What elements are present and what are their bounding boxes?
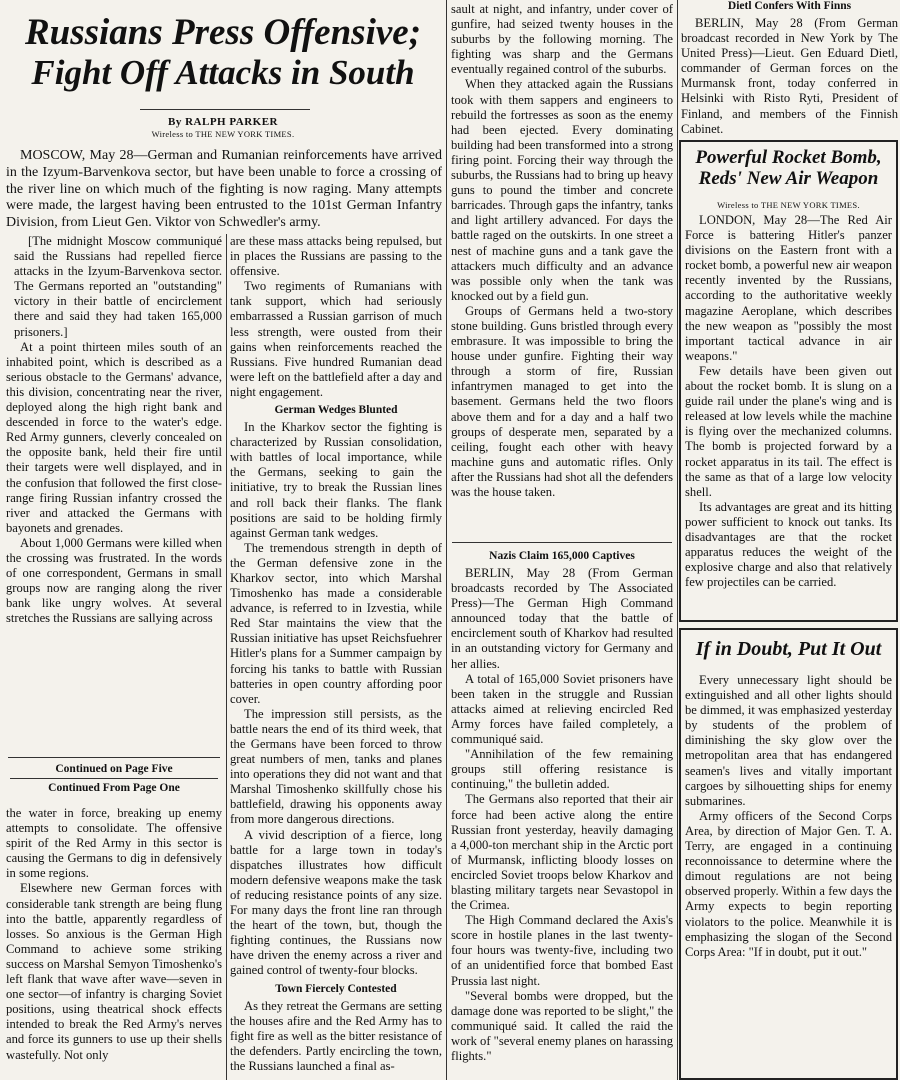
col2-paragraph: As they retreat the Germans are setting the houses afire and the Red Army has to fight fire as well as the bitter resistance of the defenders. Partly encircling the town, the Russians launched a final as- bbox=[230, 998, 442, 1073]
headline-rule bbox=[140, 109, 310, 110]
rocket-credit: Wireless to THE NEW YORK TIMES. bbox=[717, 200, 860, 210]
column-divider-3 bbox=[677, 0, 678, 1080]
nazis-paragraph: A total of 165,000 Soviet prisoners have been taken in the struggle and Russian attacks aimed at relieving encircled Red Army forces have failed completely, a communiqué said. bbox=[451, 671, 673, 747]
col3-paragraph: sault at night, and infantry, under cover of gunfire, had seized twenty houses in the suburbs by the following morning. The fighting was sharp and the Germans eventually regained control of the suburbs. bbox=[451, 2, 673, 77]
col3-paragraph: Groups of Germans held a two-story stone building. Guns bristled through every embrasure. It was impossible to bring the house under gunfire. Fighting their way through a storm of fire, Russian infantrymen managed to get into the basement. Germans held the two floors above them and for a day and a half two groups of desperate men, separated by a ceiling, fought each other with heavy machine guns and automatic rifles. Only after the Russians had shot all the defenders was the house taken. bbox=[451, 303, 673, 499]
dietl-paragraph: BERLIN, May 28 (From German broadcast recorded in New York by The United Press)—Lieut. Gen Eduard Dietl, commander of German forces on the Murmansk front, today conferred in Helsinki with Risto Ryti, President of Finland, and members of the Finnish Cabinet. bbox=[681, 16, 898, 136]
col2-paragraph: Two regiments of Rumanians with tank support, which had seriously embarrassed a Russian garrison of much less strength, were ousted from their gains when reinforcements reached the Russians. Five hundred Rumanian dead were left on the battlefield after a day and night engagement. bbox=[230, 279, 442, 399]
main-headline-line-2: Fight Off Attacks in South bbox=[31, 53, 415, 92]
byline: By RALPH PARKER bbox=[168, 116, 278, 128]
col2-paragraph: are these mass attacks being repulsed, but in places the Russians are passing to the offensive. bbox=[230, 234, 442, 279]
col1-paragraph: About 1,000 Germans were killed when the crossing was frustrated. In the words of one correspondent, Germans in small groups now are ranging along the river bank like ungry wolves. At several stretches the Russians are sallying across bbox=[6, 535, 222, 626]
doubt-paragraph: Every unnecessary light should be extinguished and all other lights should be dimmed, it was emphasized yesterday by students of the problem of diminishing the sky glow over the metropolitan area that has endangered seamen's lives and vitally important cargoes by silhouetting ships for enemy submarines. bbox=[685, 673, 892, 808]
continued-on-link[interactable]: Continued on Page Five bbox=[55, 763, 173, 775]
col3-section-rule bbox=[452, 542, 672, 543]
col2-paragraph: The tremendous strength in depth of the German defensive zone in the Kharkov sector, into which Marshal Timoshenko has made a considerable advance, is referred to in Izvestia, while Red Star maintains the view that the Russian initiative has upset Reichsfuehrer Hitler's plans for a Summer campaign by forcing his tanks to battle with Russian batteries in open country affording poor cover. bbox=[230, 540, 442, 706]
jump-divider bbox=[10, 778, 218, 779]
subhead-dietl: Dietl Confers With Finns bbox=[727, 0, 852, 12]
col3-paragraph: When they attacked again the Russians took with them sappers and engineers to rebuild the fortresses as soon as the enemy had been ejected. Every dominating building had been transformed into a strong firing point. Forcing their way through the suburbs, the Russians had to bring up heavy guns to pound the timber and concrete barricades. Through gaps the infantry, tanks and light artillery advanced. For days the battle raged on the outskirts. In one street a nest of machine guns and a tank gave the attackers much difficulty and an advance was possible only when the tank was knocked out by a field gun. bbox=[451, 77, 673, 303]
wireless-credit: Wireless to THE NEW YORK TIMES. bbox=[151, 129, 295, 139]
col1-paragraph: At a point thirteen miles south of an inhabited point, which is described as a serious obstacle to the Germans' advance, this division, concentrating near the river, deployed along the high right bank and descended in force to the water's edge. Red Army gunners, cleverly concealed on the opposite bank, held their fire until their targets were well displayed, and in the confusion that followed the first close-range firing Russian infantry crossed the river and attacked the Germans with bayonets and grenades. bbox=[6, 339, 222, 535]
column-divider-2 bbox=[446, 0, 447, 1080]
column-3-main bbox=[451, 2, 673, 538]
rocket-paragraph: LONDON, May 28—The Red Air Force is battering Hitler's panzer divisions on the Eastern front with a rocket bomb, a powerful new air weapon recently invented by the Russians, according to the authoritative weekly magazine Aeroplane, which describes the new weapon as "possibly the most important tactical advance in air weapons." bbox=[685, 213, 892, 363]
column-2 bbox=[230, 234, 442, 1080]
col2-paragraph: In the Kharkov sector the fighting is characterized by Russian consolidation, with battles of local importance, while the Germans, seeking to gain the initiative, try to break the Russian lines and roll back their flanks. The flank positions are said to be holding firmly against German tank wedges. bbox=[230, 420, 442, 540]
nazis-paragraph: BERLIN, May 28 (From German broadcasts recorded by The Associated Press)—The German High Command announced today that the battle of encirclement south of Kharkov had resulted in an outstanding victory for Germany and her allies. bbox=[451, 566, 673, 671]
subhead-nazis-claim: Nazis Claim 165,000 Captives bbox=[489, 550, 635, 562]
col1-paragraph: [The midnight Moscow communiqué said the Russians had repelled fierce attacks in the Izyum-Barvenkova sector. The Germans reported an "outstanding" victory in their battle of encirclement there and said they had taken 165,000 prisoners.] bbox=[14, 234, 222, 339]
nazis-paragraph: The High Command declared the Axis's score in hostile planes in the last twenty-four hours was twenty-five, including two of an unidentified force that bombed East Prussia last night. bbox=[451, 913, 673, 988]
continued-from-label: Continued From Page One bbox=[48, 782, 180, 794]
col1-bottom-paragraph: Elsewhere new German forces with considerable tank strength are being flung into the battle, apparently regardless of losses. So anxious is the German High Command to achieve some striking success on Marshal Semyon Timoshenko's left flank that wave after wave—seven in one sector—of infantry is charging Soviet positions, using theatrical shock effects intended to break the Red Army's nerves and force its gunners to use up their shells wastefully. Not only bbox=[6, 881, 222, 1062]
rocket-paragraph: Few details have been given out about the rocket bomb. It is slung on a guide rail under the plane's wing and is released at low levels while the machine is flying over the mechanized columns. The bomb is projected forward by a rocket apparatus in its tail. The effect is the same as that of a large low velocity shell. bbox=[685, 363, 892, 499]
column-divider-1 bbox=[226, 234, 227, 1080]
rocket-headline-line-2: Reds' New Air Weapon bbox=[698, 168, 879, 189]
doubt-headline: If in Doubt, Put It Out bbox=[695, 638, 882, 660]
nazis-paragraph: "Annihilation of the few remaining groups still offering resistance is continuing," the bulletin added. bbox=[451, 747, 673, 792]
doubt-story-box bbox=[679, 628, 898, 1080]
nazis-claim-story bbox=[451, 546, 673, 1078]
lede-paragraph: MOSCOW, May 28—German and Rumanian reinforcements have arrived in the Izyum-Barvenkova sector, but have been unable to force a crossing of the river line on which much of the fighting is now raging. Many attempts were made, the largest having been entrusted to the 101st German Infantry Division, from Lieut Gen. Viktor von Schwedler's army. bbox=[6, 148, 442, 231]
main-headline-line-1: Russians Press Offensive; bbox=[24, 12, 422, 53]
column-1-bottom bbox=[6, 806, 222, 1078]
col2-paragraph: A vivid description of a fierce, long battle for a large town in today's dispatches illustrates how difficult modern defensive weapons make the task of reducing resistance points of any size. For many days the front line ran through the heart of the town, but, though the fighting continues, the Russians now have driven the enemy across a river and gained control of twenty-four blocks. bbox=[230, 827, 442, 978]
main-headline-block bbox=[4, 4, 442, 110]
nazis-paragraph: "Several bombs were dropped, but the damage done was reported to be slight," the communiqué said. It called the raid the work of "several enemy planes on harassing flights." bbox=[451, 988, 673, 1063]
column-1-top bbox=[6, 234, 222, 754]
subhead-town-contested: Town Fiercely Contested bbox=[275, 982, 397, 995]
dietl-story bbox=[681, 0, 898, 136]
nazis-paragraph: The Germans also reported that their air force had been active along the entire Russian front yesterday, heavily damaging a 4,000-ton merchant ship in the Arctic port of Murmansk, inflicting bloody losses on encircled Soviet troops below Kharkov and blasting military targets near Sevastopol in the Crimea. bbox=[451, 792, 673, 913]
rocket-paragraph: Its advantages are great and its hitting power sufficient to knock out tanks. Its disadvantages are that the rocket apparatus reduces the weight of the explosive charge and also that relatively few projectiles can be carried. bbox=[685, 499, 892, 590]
col1-bottom-paragraph: the water in force, breaking up enemy attempts to consolidate. The offensive spirit of the Red Army in this sector is causing the Germans to dig in defensively in some regions. bbox=[6, 806, 222, 881]
main-lede bbox=[6, 148, 442, 234]
rocket-headline-line-1: Powerful Rocket Bomb, bbox=[695, 147, 882, 168]
col2-paragraph: The impression still persists, as the battle nears the end of its third week, that the Germans have been forced to throw great numbers of men, tanks and planes into operations they did not want and that Marshal Timoshenko skillfully chose his battlefield, drawing his opponents away from more dangerous directions. bbox=[230, 706, 442, 827]
jump-rule-top bbox=[8, 757, 220, 758]
jump-block bbox=[6, 760, 222, 804]
rocket-story-box bbox=[679, 140, 898, 622]
doubt-paragraph: Army officers of the Second Corps Area, by direction of Major Gen. T. A. Terry, are engaged in a continuing reconnoissance to determine where the dimout regulations are not being observed properly. Within a few days the Army expects to begin reporting violators to the police. Meanwhile it is emphasizing the slogan of the Second Corps Area: "If in doubt, put it out." bbox=[685, 808, 892, 959]
subhead-german-wedges: German Wedges Blunted bbox=[274, 404, 398, 417]
byline-block bbox=[4, 116, 442, 146]
